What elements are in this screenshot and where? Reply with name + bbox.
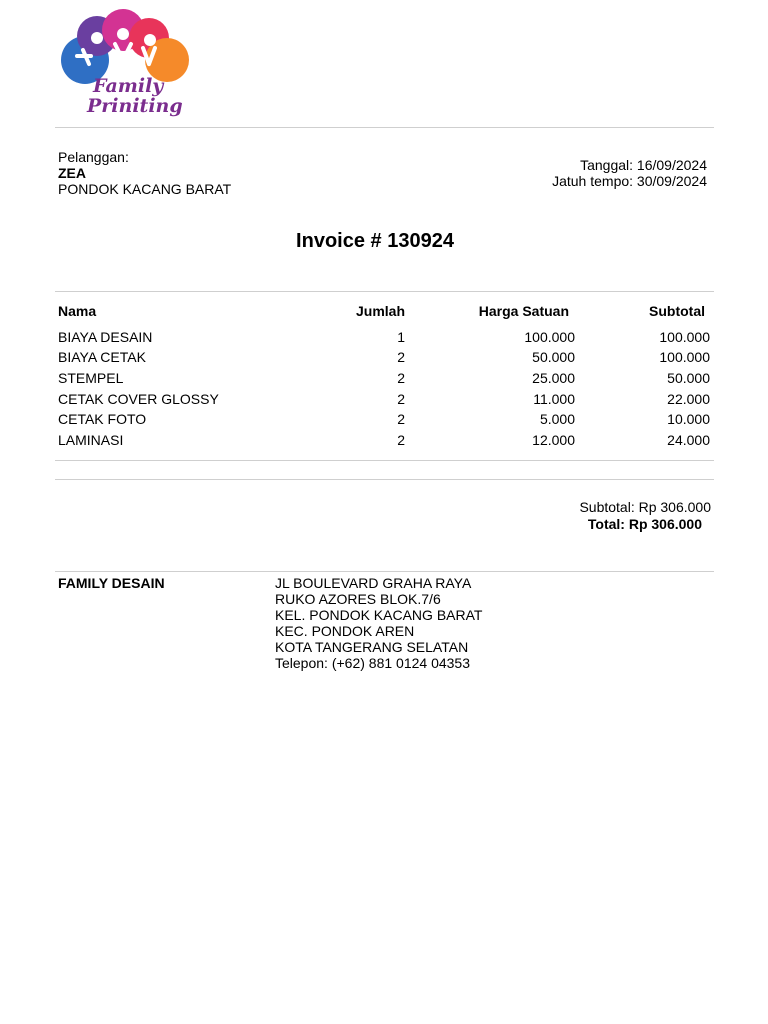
invoice-date: Tanggal: 16/09/2024	[580, 157, 707, 173]
item-qty: 2	[397, 391, 405, 407]
table-row	[58, 432, 710, 452]
item-price: 12.000	[532, 432, 575, 448]
divider	[55, 571, 714, 572]
address-line: KEC. PONDOK AREN	[275, 623, 415, 639]
totals-total: Total: Rp 306.000	[587, 516, 702, 532]
item-price: 25.000	[532, 370, 575, 386]
item-subtotal: 100.000	[659, 349, 710, 365]
item-price: 5.000	[539, 411, 575, 427]
table-header	[58, 303, 710, 323]
item-subtotal: 10.000	[667, 411, 710, 427]
item-name: CETAK COVER GLOSSY	[58, 391, 219, 407]
item-name: BIAYA DESAIN	[58, 329, 153, 345]
item-subtotal: 24.000	[667, 432, 710, 448]
family-printing-logo	[55, 8, 200, 120]
table-row	[58, 349, 710, 369]
table-row	[58, 370, 710, 390]
logo-text-printing: Priniting	[87, 95, 183, 117]
table-row	[58, 391, 710, 411]
col-header-name: Nama	[58, 303, 97, 319]
item-name: BIAYA CETAK	[58, 349, 146, 365]
footer-address	[275, 575, 482, 671]
item-qty: 2	[397, 349, 405, 365]
item-qty: 1	[397, 329, 405, 345]
customer-label: Pelanggan:	[58, 149, 129, 165]
item-price: 100.000	[524, 329, 575, 345]
item-subtotal: 22.000	[667, 391, 710, 407]
item-price: 11.000	[533, 391, 575, 407]
item-qty: 2	[397, 370, 405, 386]
table-row	[58, 329, 710, 349]
divider	[55, 460, 714, 461]
address-phone: Telepon: (+62) 881 0124 04353	[275, 655, 470, 671]
col-header-price: Harga Satuan	[478, 303, 569, 319]
item-subtotal: 50.000	[667, 370, 710, 386]
divider	[55, 127, 714, 128]
address-line: RUKO AZORES BLOK.7/6	[275, 591, 441, 607]
address-line: KEL. PONDOK KACANG BARAT	[275, 607, 483, 623]
col-header-qty: Jumlah	[355, 303, 405, 319]
address-line: KOTA TANGERANG SELATAN	[275, 639, 469, 655]
item-price: 50.000	[532, 349, 575, 365]
footer-company-name: FAMILY DESAIN	[58, 575, 165, 591]
customer-name: ZEA	[58, 165, 86, 181]
item-name: STEMPEL	[58, 370, 124, 386]
logo-text-family: Family	[93, 75, 164, 97]
divider	[55, 291, 714, 292]
item-subtotal: 100.000	[659, 329, 710, 345]
item-qty: 2	[397, 411, 405, 427]
col-header-subtotal: Subtotal	[649, 303, 705, 319]
item-name: CETAK FOTO	[58, 411, 147, 427]
item-qty: 2	[397, 432, 405, 448]
totals-subtotal: Subtotal: Rp 306.000	[579, 499, 711, 515]
divider	[55, 479, 714, 480]
item-name: LAMINASI	[58, 432, 124, 448]
customer-address: PONDOK KACANG BARAT	[58, 181, 232, 197]
invoice-title: Invoice # 130924	[296, 230, 454, 252]
table-row	[58, 411, 710, 431]
address-line: JL BOULEVARD GRAHA RAYA	[275, 575, 472, 591]
due-date: Jatuh tempo: 30/09/2024	[552, 173, 707, 189]
